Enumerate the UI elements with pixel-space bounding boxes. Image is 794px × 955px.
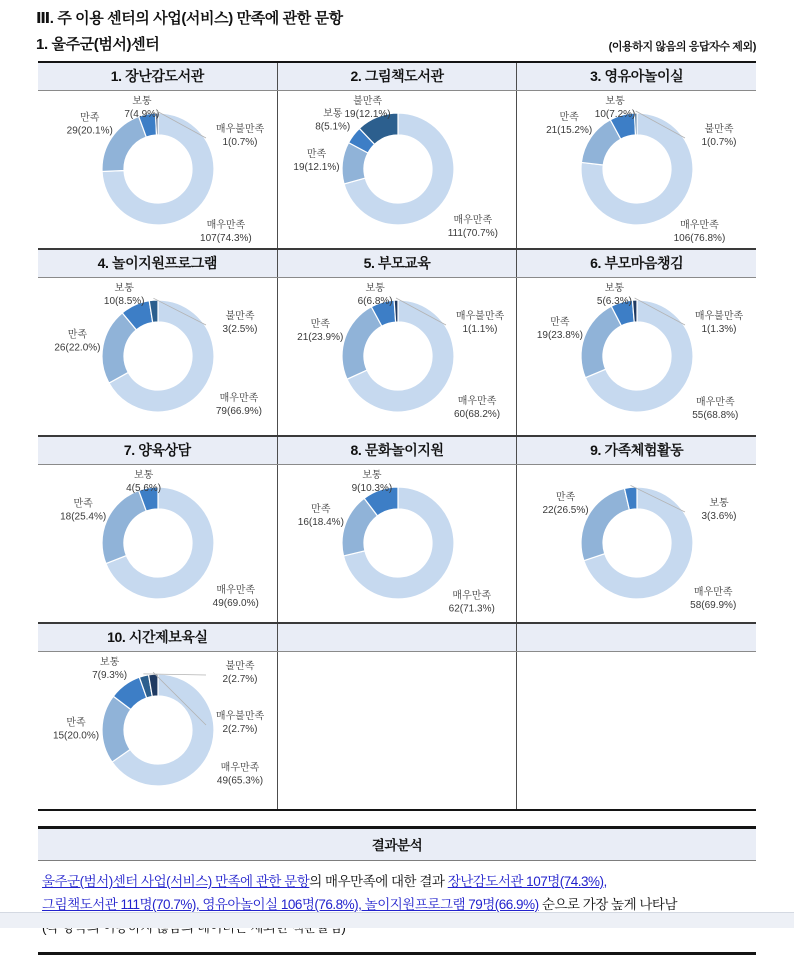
slice-label: 매우불만족 1(1.1%) bbox=[455, 311, 504, 335]
chart-title: 9. 가족체험활동 bbox=[516, 437, 756, 464]
chart-title: 4. 놀이지원프로그램 bbox=[97, 255, 218, 271]
chart-title: 2. 그림책도서관 bbox=[277, 63, 517, 90]
chart-title: 3. 영유아놀이실 bbox=[516, 63, 756, 90]
analysis-link[interactable]: 울주군(범서)센터 사업(서비스) 만족에 관한 문항 bbox=[42, 874, 310, 889]
chart-title: 6. 부모마음챙김 bbox=[516, 250, 756, 277]
slice-label: 만족 16(18.4%) bbox=[297, 504, 344, 529]
analysis-header: 결과분석 bbox=[38, 829, 756, 861]
empty-chart-cell bbox=[516, 652, 756, 809]
chart-title: 5. 부모교육 bbox=[277, 250, 517, 277]
donut-chart bbox=[38, 652, 276, 809]
slice-label: 만족 21(23.9%) bbox=[296, 318, 343, 343]
chart-title: 8. 문화놀이지원 bbox=[277, 437, 517, 464]
empty-chart-cell bbox=[277, 652, 517, 809]
slice-label: 만족 26(22.0%) bbox=[54, 329, 101, 354]
slice-label: 만족 15(20.0%) bbox=[52, 717, 100, 742]
chart-cell bbox=[38, 652, 277, 809]
slice-label: 보통 8(5.1%) bbox=[314, 108, 350, 133]
chart-cell bbox=[38, 91, 277, 248]
analysis-link[interactable]: 그림책도서관 111명(70.7%), 영유아놀이실 106명(76.8%), 놀이지원프로그램 79명(66.9%) bbox=[42, 897, 539, 913]
slice-label: 보통 7(4.9%) bbox=[124, 96, 160, 120]
donut-chart bbox=[517, 91, 755, 248]
slice-label: 보통 5(6.3%) bbox=[597, 283, 633, 307]
slice-label: 매우만족 79(66.9%) bbox=[215, 392, 263, 417]
slice-label: 보통 10(8.5%) bbox=[103, 283, 145, 307]
slice-label: 매우만족 58(69.9%) bbox=[690, 587, 737, 612]
chart-title: 10. 시간제보육실 bbox=[107, 629, 208, 645]
slice-label: 매우불만족 1(0.7%) bbox=[215, 124, 265, 148]
slice-label: 매우불만족 2(2.7%) bbox=[215, 711, 265, 735]
slice-label: 만족 29(20.1%) bbox=[66, 112, 113, 137]
slice-label: 매우만족 62(71.3%) bbox=[448, 590, 495, 615]
slice-label: 매우만족 106(76.8%) bbox=[673, 220, 726, 244]
donut-slice bbox=[342, 307, 382, 379]
chart-title: 7. 양육상담 bbox=[123, 442, 191, 458]
donut-slice bbox=[581, 306, 621, 377]
slice-label: 보통 7(9.3%) bbox=[92, 657, 128, 681]
analysis-section bbox=[38, 826, 756, 955]
subsection-title: 1. 울주군(범서)센터 bbox=[36, 36, 160, 53]
charts-grid-row bbox=[38, 622, 756, 809]
slice-label: 불만족 19(12.1%) bbox=[344, 96, 391, 120]
slice-label: 매우만족 49(65.3%) bbox=[216, 762, 264, 787]
exclusion-note: (이용하지 않음의 응답자수 제외) bbox=[608, 41, 756, 53]
donut-chart bbox=[278, 465, 516, 622]
empty-title-cell bbox=[516, 624, 756, 651]
report-header bbox=[0, 0, 794, 54]
analysis-link[interactable]: 장난감도서관 107명(74.3%), bbox=[447, 874, 607, 889]
donut-chart bbox=[38, 91, 276, 248]
donut-chart bbox=[278, 278, 516, 435]
chart-cell bbox=[38, 278, 277, 435]
slice-label: 보통 10(7.2%) bbox=[595, 96, 636, 120]
slice-label: 매우불만족 1(1.3%) bbox=[695, 311, 744, 335]
slice-label: 매우만족 55(68.8%) bbox=[692, 397, 739, 422]
slice-label: 만족 21(15.2%) bbox=[546, 111, 593, 136]
slice-label: 매우만족 111(70.7%) bbox=[447, 214, 498, 239]
slice-label: 보통 4(5.6%) bbox=[126, 470, 162, 494]
section-title: Ⅲ. 주 이용 센터의 사업(서비스) 만족에 관한 문항 bbox=[36, 10, 343, 27]
slice-label: 매우만족 60(68.2%) bbox=[453, 395, 500, 420]
donut-chart bbox=[278, 91, 516, 248]
chart-cell bbox=[277, 465, 517, 622]
empty-title-cell bbox=[277, 624, 517, 651]
chart-cell bbox=[277, 278, 517, 435]
chart-cell bbox=[516, 465, 756, 622]
charts-grid-row bbox=[38, 61, 756, 248]
page-bottom-edge bbox=[0, 912, 794, 928]
donut-chart bbox=[517, 465, 755, 622]
donut-chart bbox=[38, 278, 276, 435]
charts-grid bbox=[38, 61, 756, 811]
donut-chart bbox=[38, 465, 276, 622]
charts-grid-row bbox=[38, 248, 756, 435]
slice-label: 만족 19(23.8%) bbox=[537, 317, 584, 342]
slice-label: 만족 22(26.5%) bbox=[542, 491, 589, 516]
slice-label: 불만족 2(2.7%) bbox=[222, 661, 258, 685]
donut-slice bbox=[581, 488, 629, 560]
donut-chart bbox=[517, 278, 755, 435]
slice-label: 만족 18(25.4%) bbox=[60, 498, 107, 523]
slice-label: 불만족 3(2.5%) bbox=[222, 311, 258, 335]
slice-label: 매우만족 49(69.0%) bbox=[212, 584, 259, 609]
analysis-text: 의 매우만족에 대한 결과 bbox=[309, 874, 448, 889]
chart-cell bbox=[516, 278, 756, 435]
slice-label: 매우만족 107(74.3%) bbox=[200, 220, 252, 244]
slice-label: 불만족 1(0.7%) bbox=[701, 124, 737, 148]
slice-label: 보통 9(10.3%) bbox=[351, 470, 392, 494]
slice-label: 만족 19(12.1%) bbox=[293, 149, 340, 174]
donut-slice bbox=[102, 490, 146, 563]
charts-grid-row bbox=[38, 435, 756, 622]
analysis-text: 순으로 가장 높게 나타남 bbox=[538, 897, 677, 913]
analysis-body bbox=[38, 861, 756, 952]
chart-cell bbox=[277, 91, 517, 248]
chart-title: 1. 장난감도서관 bbox=[110, 68, 204, 84]
analysis-line bbox=[42, 870, 752, 893]
chart-cell bbox=[516, 91, 756, 248]
chart-cell bbox=[38, 465, 277, 622]
slice-label: 보통 3(3.6%) bbox=[701, 498, 737, 522]
slice-label: 보통 6(6.8%) bbox=[357, 283, 393, 307]
